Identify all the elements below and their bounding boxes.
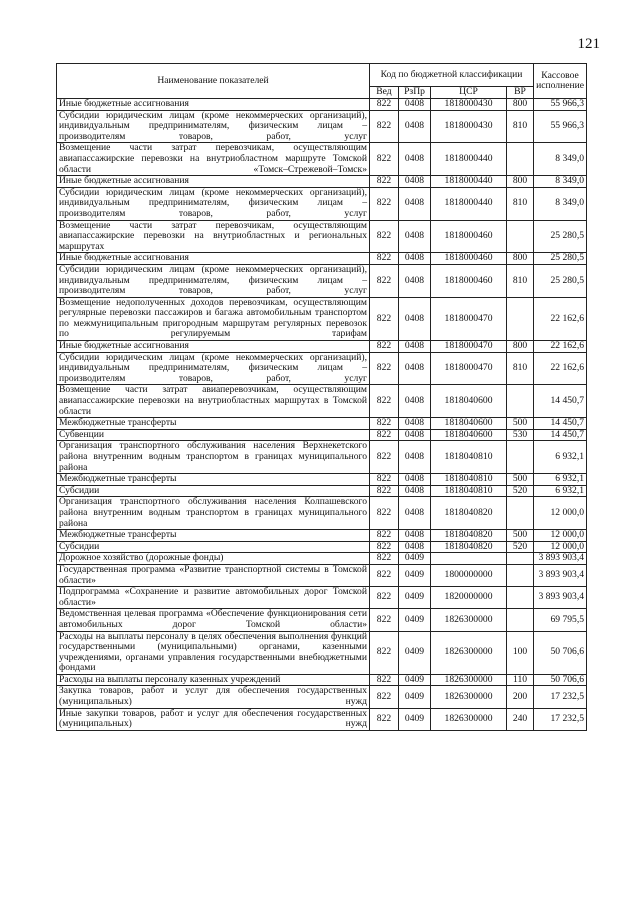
- cell-name: Иные бюджетные ассигнования: [57, 99, 370, 111]
- table-body: [57, 99, 587, 731]
- cell-rzpr: 0408: [399, 418, 431, 430]
- cell-name: Межбюджетные трансферты: [57, 474, 370, 486]
- cell-rzpr: 0408: [399, 541, 431, 553]
- cell-csr: 1818040820: [431, 541, 507, 553]
- table-row: [57, 686, 587, 708]
- cell-name: Иные закупки товаров, работ и услуг для обеспечения государственных (муниципальных) нужд: [57, 708, 370, 730]
- cell-amount: 69 795,5: [534, 609, 587, 631]
- cell-rzpr: 0409: [399, 708, 431, 730]
- cell-csr: 1818000440: [431, 143, 507, 176]
- cell-amount: 55 966,3: [534, 99, 587, 111]
- cell-vr: 500: [507, 530, 534, 542]
- cell-amount: 12 000,0: [534, 497, 587, 530]
- cell-vr: [507, 297, 534, 340]
- cell-vr: 810: [507, 187, 534, 220]
- cell-amount: 14 450,7: [534, 418, 587, 430]
- table-row: [57, 176, 587, 188]
- cell-amount: 50 706,6: [534, 674, 587, 686]
- cell-ved: 822: [370, 143, 399, 176]
- cell-amount: 6 932,1: [534, 441, 587, 474]
- table-row: [57, 297, 587, 340]
- table-row: [57, 418, 587, 430]
- cell-ved: 822: [370, 385, 399, 418]
- column-header-execution: Кассовое исполнение: [534, 64, 587, 99]
- table-row: [57, 530, 587, 542]
- table-row: [57, 441, 587, 474]
- cell-rzpr: 0409: [399, 553, 431, 565]
- cell-csr: 1818040600: [431, 385, 507, 418]
- cell-vr: 810: [507, 264, 534, 297]
- cell-amount: 8 349,0: [534, 187, 587, 220]
- table-row: [57, 429, 587, 441]
- cell-csr: 1826300000: [431, 609, 507, 631]
- cell-name: Межбюджетные трансферты: [57, 530, 370, 542]
- cell-ved: 822: [370, 541, 399, 553]
- table-row: [57, 474, 587, 486]
- cell-rzpr: 0408: [399, 264, 431, 297]
- cell-csr: 1818000470: [431, 341, 507, 353]
- cell-ved: 822: [370, 297, 399, 340]
- cell-ved: 822: [370, 253, 399, 265]
- cell-vr: [507, 587, 534, 609]
- cell-amount: 25 280,5: [534, 220, 587, 253]
- cell-amount: 17 232,5: [534, 708, 587, 730]
- cell-csr: 1818000470: [431, 297, 507, 340]
- cell-vr: 100: [507, 631, 534, 674]
- cell-amount: 25 280,5: [534, 264, 587, 297]
- column-header-vr: ВР: [507, 87, 534, 99]
- cell-rzpr: 0408: [399, 497, 431, 530]
- table-row: [57, 609, 587, 631]
- column-header-name: Наименование показателей: [57, 64, 370, 99]
- cell-vr: 520: [507, 541, 534, 553]
- cell-name: Субвенции: [57, 429, 370, 441]
- cell-vr: [507, 497, 534, 530]
- page-number: 121: [577, 36, 600, 52]
- table-row: [57, 708, 587, 730]
- cell-vr: 810: [507, 352, 534, 385]
- cell-rzpr: 0408: [399, 187, 431, 220]
- cell-csr: 1826300000: [431, 631, 507, 674]
- cell-ved: 822: [370, 418, 399, 430]
- cell-csr: 1826300000: [431, 708, 507, 730]
- cell-vr: [507, 441, 534, 474]
- table-row: [57, 110, 587, 143]
- cell-vr: 240: [507, 708, 534, 730]
- cell-amount: 17 232,5: [534, 686, 587, 708]
- cell-vr: 530: [507, 429, 534, 441]
- cell-csr: 1818040820: [431, 497, 507, 530]
- table-row: [57, 587, 587, 609]
- cell-vr: 520: [507, 485, 534, 497]
- cell-ved: 822: [370, 530, 399, 542]
- cell-name: Субсидии юридическим лицам (кроме некоммерческих организаций), индивидуальным предпринимателям, физическим лицам – производителям товаров, работ, услуг: [57, 352, 370, 385]
- cell-amount: 14 450,7: [534, 429, 587, 441]
- cell-ved: 822: [370, 352, 399, 385]
- cell-name: Межбюджетные трансферты: [57, 418, 370, 430]
- cell-ved: 822: [370, 497, 399, 530]
- cell-vr: [507, 385, 534, 418]
- table-row: [57, 352, 587, 385]
- cell-name: Иные бюджетные ассигнования: [57, 176, 370, 188]
- cell-ved: 822: [370, 341, 399, 353]
- cell-ved: 822: [370, 99, 399, 111]
- cell-amount: 3 893 903,4: [534, 564, 587, 586]
- cell-name: Субсидии: [57, 541, 370, 553]
- cell-csr: 1818040820: [431, 530, 507, 542]
- cell-amount: 22 162,6: [534, 341, 587, 353]
- cell-amount: 12 000,0: [534, 541, 587, 553]
- cell-amount: 3 893 903,4: [534, 587, 587, 609]
- cell-amount: 8 349,0: [534, 143, 587, 176]
- cell-csr: 1818000460: [431, 253, 507, 265]
- cell-amount: 55 966,3: [534, 110, 587, 143]
- cell-rzpr: 0409: [399, 609, 431, 631]
- cell-vr: 500: [507, 418, 534, 430]
- cell-rzpr: 0408: [399, 429, 431, 441]
- cell-ved: 822: [370, 474, 399, 486]
- cell-vr: 800: [507, 176, 534, 188]
- cell-rzpr: 0408: [399, 485, 431, 497]
- cell-ved: 822: [370, 485, 399, 497]
- cell-rzpr: 0408: [399, 474, 431, 486]
- cell-name: Расходы на выплаты персоналу казенных учреждений: [57, 674, 370, 686]
- cell-rzpr: 0408: [399, 220, 431, 253]
- cell-amount: 22 162,6: [534, 352, 587, 385]
- cell-name: Субсидии юридическим лицам (кроме некоммерческих организаций), индивидуальным предпринимателям, физическим лицам – производителям товаров, работ, услуг: [57, 110, 370, 143]
- cell-ved: 822: [370, 441, 399, 474]
- cell-name: Иные бюджетные ассигнования: [57, 253, 370, 265]
- cell-name: Субсидии юридическим лицам (кроме некоммерческих организаций), индивидуальным предпринимателям, физическим лицам – производителям товаров, работ, услуг: [57, 187, 370, 220]
- cell-amount: 14 450,7: [534, 385, 587, 418]
- cell-ved: 822: [370, 187, 399, 220]
- cell-csr: 1818000470: [431, 352, 507, 385]
- cell-name: Возмещение части затрат перевозчикам, осуществляющим авиапассажирские перевозки на внутриобластных и региональных маршрутах: [57, 220, 370, 253]
- cell-ved: 822: [370, 564, 399, 586]
- cell-csr: [431, 553, 507, 565]
- table-row: [57, 253, 587, 265]
- table-row: [57, 497, 587, 530]
- cell-csr: 1818000440: [431, 187, 507, 220]
- cell-rzpr: 0409: [399, 686, 431, 708]
- table-row: [57, 553, 587, 565]
- cell-vr: [507, 564, 534, 586]
- cell-name: Дорожное хозяйство (дорожные фонды): [57, 553, 370, 565]
- cell-amount: 12 000,0: [534, 530, 587, 542]
- cell-ved: 822: [370, 686, 399, 708]
- cell-vr: 110: [507, 674, 534, 686]
- cell-name: Организация транспортного обслуживания населения Верхнекетского района внутренним водным транспортом в границах муниципального района: [57, 441, 370, 474]
- cell-csr: 1818040600: [431, 418, 507, 430]
- column-header-rzpr: РзПр: [399, 87, 431, 99]
- cell-rzpr: 0408: [399, 110, 431, 143]
- cell-vr: 800: [507, 99, 534, 111]
- cell-ved: 822: [370, 220, 399, 253]
- cell-csr: 1826300000: [431, 686, 507, 708]
- cell-name: Иные бюджетные ассигнования: [57, 341, 370, 353]
- table-row: [57, 143, 587, 176]
- cell-csr: 1818000440: [431, 176, 507, 188]
- cell-csr: 1818040810: [431, 441, 507, 474]
- cell-amount: 6 932,1: [534, 474, 587, 486]
- budget-execution-table: [56, 63, 587, 731]
- cell-amount: 8 349,0: [534, 176, 587, 188]
- cell-amount: 22 162,6: [534, 297, 587, 340]
- cell-name: Возмещение части затрат перевозчикам, осуществляющим авиапассажирские перевозки на внутриобластном маршруте Томской области «Томск–Стрежевой–Томск»: [57, 143, 370, 176]
- cell-ved: 822: [370, 587, 399, 609]
- cell-name: Организация транспортного обслуживания населения Колпашевского района внутренним водным транспортом в границах муниципального района: [57, 497, 370, 530]
- cell-csr: 1818000430: [431, 110, 507, 143]
- cell-ved: 822: [370, 429, 399, 441]
- cell-name: Субсидии юридическим лицам (кроме некоммерческих организаций), индивидуальным предпринимателям, физическим лицам – производителям товаров, работ, услуг: [57, 264, 370, 297]
- cell-ved: 822: [370, 110, 399, 143]
- cell-vr: 800: [507, 253, 534, 265]
- cell-rzpr: 0408: [399, 253, 431, 265]
- cell-ved: 822: [370, 553, 399, 565]
- table-row: [57, 541, 587, 553]
- cell-rzpr: 0408: [399, 341, 431, 353]
- cell-vr: 800: [507, 341, 534, 353]
- cell-ved: 822: [370, 631, 399, 674]
- cell-ved: 822: [370, 609, 399, 631]
- cell-csr: 1820000000: [431, 587, 507, 609]
- cell-amount: 3 893 903,4: [534, 553, 587, 565]
- table-row: [57, 187, 587, 220]
- cell-rzpr: 0408: [399, 530, 431, 542]
- cell-csr: 1818040810: [431, 485, 507, 497]
- table-row: [57, 485, 587, 497]
- cell-name: Расходы на выплаты персоналу в целях обеспечения выполнения функций государственными (муниципальными) органами, казенными учреждениями, органами управления государственными внебюджетными фондами: [57, 631, 370, 674]
- cell-rzpr: 0408: [399, 385, 431, 418]
- table-row: [57, 99, 587, 111]
- column-header-ved: Вед: [370, 87, 399, 99]
- cell-ved: 822: [370, 708, 399, 730]
- cell-csr: 1818040600: [431, 429, 507, 441]
- table-row: [57, 341, 587, 353]
- cell-vr: 500: [507, 474, 534, 486]
- cell-name: Ведомственная целевая программа «Обеспечение функционирования сети автомобильных дорог Томской области»: [57, 609, 370, 631]
- column-header-csr: ЦСР: [431, 87, 507, 99]
- cell-csr: 1818000430: [431, 99, 507, 111]
- cell-rzpr: 0409: [399, 587, 431, 609]
- cell-ved: 822: [370, 176, 399, 188]
- cell-name: Закупка товаров, работ и услуг для обеспечения государственных (муниципальных) нужд: [57, 686, 370, 708]
- cell-csr: 1826300000: [431, 674, 507, 686]
- cell-name: Возмещение части затрат авиаперевозчикам, осуществляющим авиапассажирские перевозки на внутриобластных маршрутах в Томской области: [57, 385, 370, 418]
- table-row: [57, 264, 587, 297]
- column-header-code-group: Код по бюджетной классификации: [370, 64, 534, 87]
- cell-ved: 822: [370, 674, 399, 686]
- table-row: [57, 385, 587, 418]
- cell-name: Возмещение недополученных доходов перевозчикам, осуществляющим регулярные перевозки пассажиров и багажа автомобильным транспортом по межмуниципальным пригородным маршрутам регулярных перевозок по регулируемым тарифам: [57, 297, 370, 340]
- cell-name: Государственная программа «Развитие транспортной системы в Томской области»: [57, 564, 370, 586]
- cell-amount: 25 280,5: [534, 253, 587, 265]
- cell-vr: 200: [507, 686, 534, 708]
- cell-rzpr: 0408: [399, 441, 431, 474]
- cell-csr: 1800000000: [431, 564, 507, 586]
- cell-vr: [507, 553, 534, 565]
- cell-csr: 1818000460: [431, 220, 507, 253]
- cell-vr: [507, 609, 534, 631]
- cell-rzpr: 0408: [399, 176, 431, 188]
- cell-amount: 6 932,1: [534, 485, 587, 497]
- cell-csr: 1818040810: [431, 474, 507, 486]
- cell-vr: [507, 143, 534, 176]
- table-row: [57, 564, 587, 586]
- cell-vr: [507, 220, 534, 253]
- table-row: [57, 631, 587, 674]
- cell-rzpr: 0409: [399, 631, 431, 674]
- cell-ved: 822: [370, 264, 399, 297]
- cell-rzpr: 0409: [399, 564, 431, 586]
- cell-name: Субсидии: [57, 485, 370, 497]
- cell-rzpr: 0408: [399, 143, 431, 176]
- table-row: [57, 674, 587, 686]
- cell-name: Подпрограмма «Сохранение и развитие автомобильных дорог Томской области»: [57, 587, 370, 609]
- cell-rzpr: 0409: [399, 674, 431, 686]
- cell-csr: 1818000460: [431, 264, 507, 297]
- cell-amount: 50 706,6: [534, 631, 587, 674]
- cell-rzpr: 0408: [399, 352, 431, 385]
- cell-rzpr: 0408: [399, 99, 431, 111]
- cell-rzpr: 0408: [399, 297, 431, 340]
- table-row: [57, 220, 587, 253]
- cell-vr: 810: [507, 110, 534, 143]
